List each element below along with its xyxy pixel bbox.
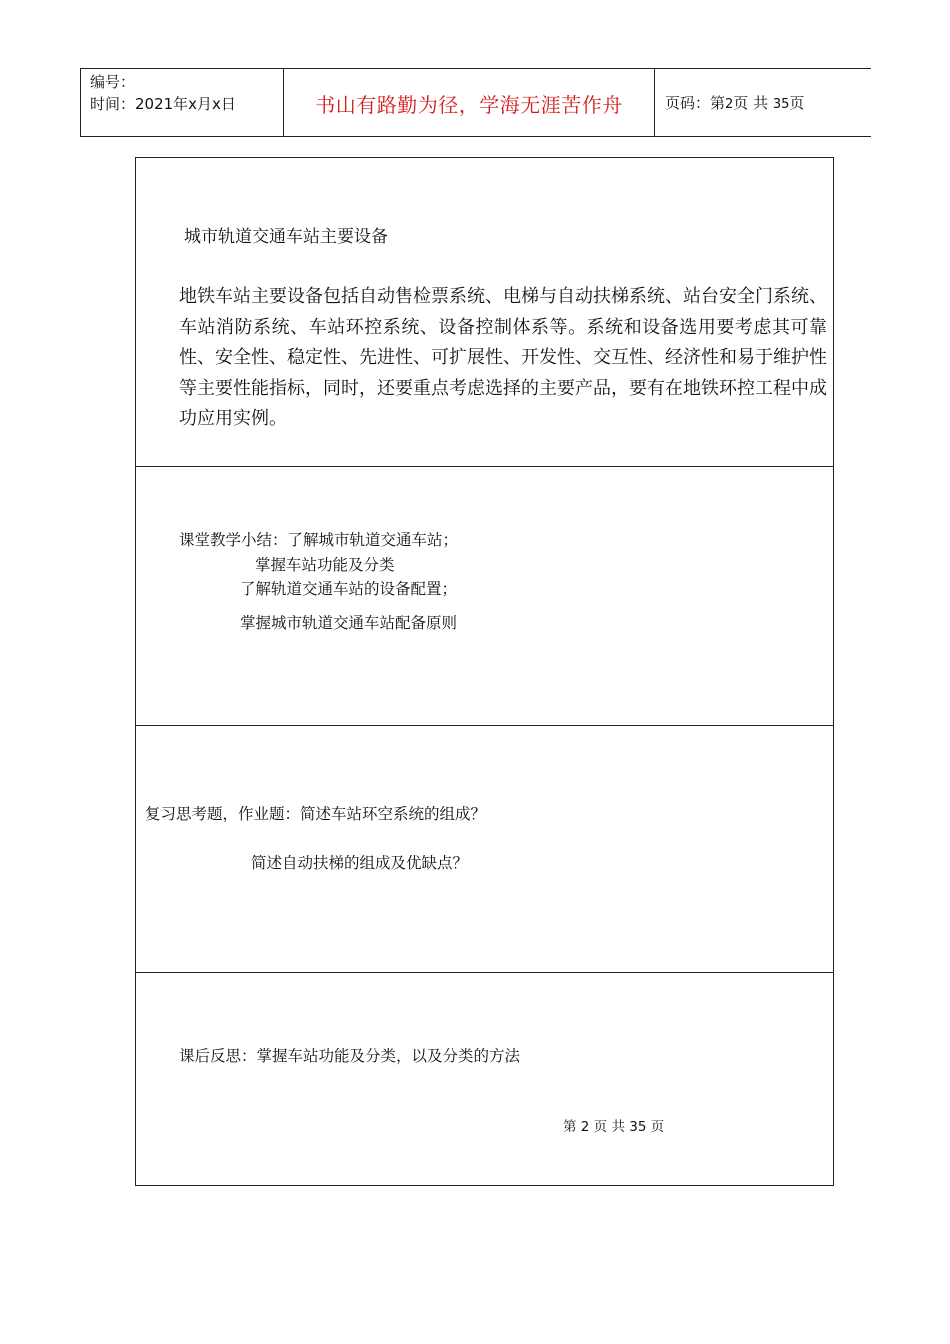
page-current: 2: [725, 97, 734, 112]
section-title: 城市轨道交通车站主要设备: [184, 227, 388, 247]
page-footer: 第 2 页 共 35 页: [563, 1119, 665, 1135]
page-total: 35: [772, 97, 790, 112]
homework-line-2: 简述自动扶梯的组成及优缺点？: [251, 854, 469, 872]
header-table: [80, 68, 871, 137]
header-info-cell: [81, 69, 283, 136]
summary-line-2: 掌握车站功能及分类: [255, 556, 395, 574]
header-page-cell: [655, 69, 871, 136]
homework-section: [136, 725, 833, 973]
summary-line-4: 掌握城市轨道交通车站配备原则: [240, 614, 458, 632]
reflection-section: [136, 972, 833, 1186]
page-number-info: [665, 92, 804, 113]
reflection-text: 课后反思：掌握车站功能及分类，以及分类的方法: [179, 1047, 521, 1065]
content-section: [136, 158, 833, 466]
summary-line-1: 课堂教学小结：了解城市轨道交通车站；: [179, 531, 459, 549]
summary-line-3: 了解轨道交通车站的设备配置；: [240, 580, 458, 598]
homework-line-1: 复习思考题，作业题：简述车站环空系统的组成？: [145, 805, 487, 823]
date-label: 时间：2021年x月x日: [90, 95, 236, 113]
lesson-table: [135, 157, 834, 1186]
page-middle: 页 共: [733, 94, 769, 112]
motto: 书山有路勤为径，学海无涯苦作舟: [315, 93, 623, 117]
header-motto-cell: [283, 69, 655, 136]
page-suffix: 页: [789, 94, 805, 112]
number-label: 编号：: [90, 73, 136, 91]
content-paragraph: 地铁车站主要设备包括自动售检票系统、电梯与自动扶梯系统、站台安全门系统、车站消防系统、车站环控系统、设备控制体系等。系统和设备选用要考虑其可靠性、安全性、稳定性、先进性、可扩展性、开发性、交互性、经济性和易于维护性等主要性能指标，同时，还要重点考虑选择的主要产品，要有在地铁环控工程中成功应用实例。: [179, 286, 827, 429]
summary-section: [136, 466, 833, 726]
page-prefix: 页码：第: [665, 94, 726, 112]
